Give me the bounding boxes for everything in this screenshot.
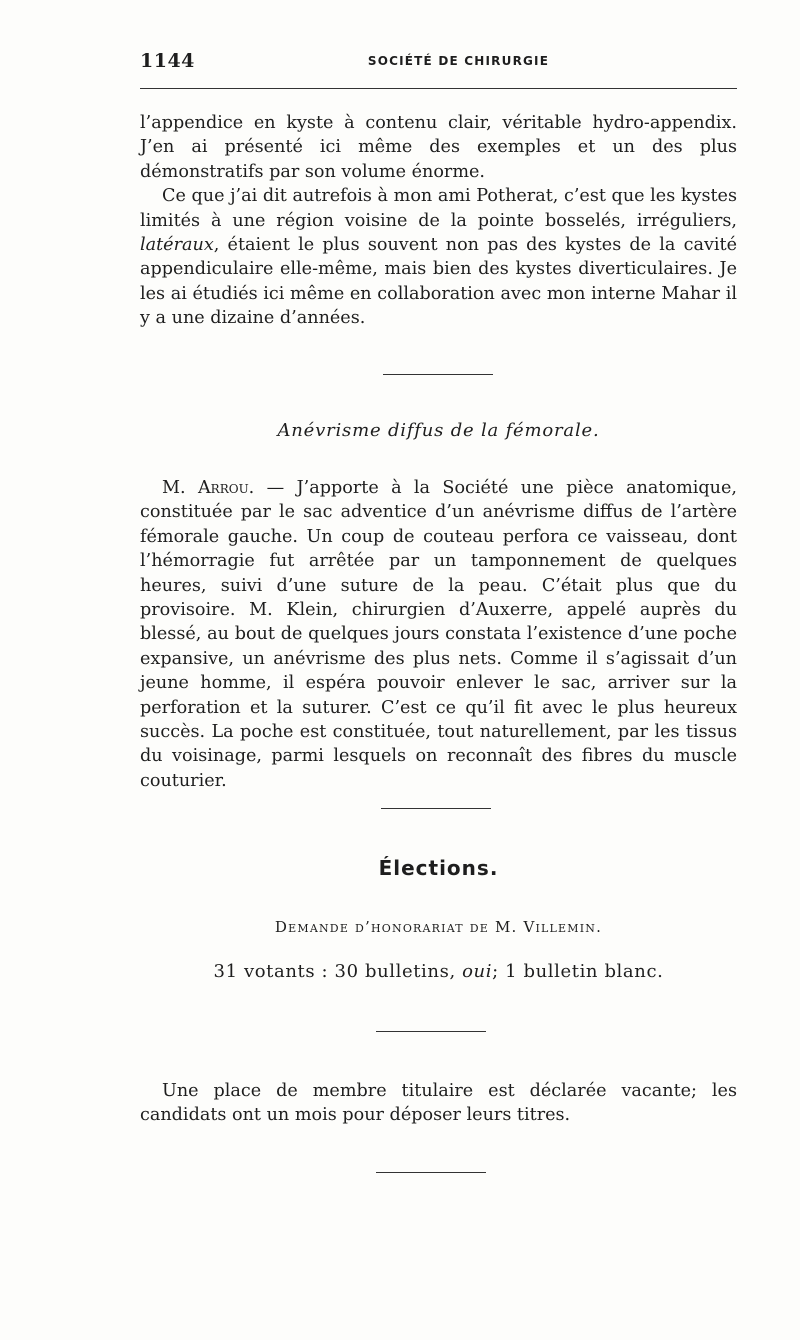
section-title-anevrisme: Anévrisme diffus de la fémorale. (277, 420, 600, 441)
intro-p2-text-b: , étaient le plus souvent non pas des kystes de la cavité appendiculaire elle-même, mais bien des kystes diverticulaires. Je les ai étudiés ici même en collaboration avec mon interne Mahar il y a une dizaine d’années. (140, 235, 737, 329)
page-header (140, 50, 737, 80)
section-title-elections: Élections. (378, 856, 499, 880)
intro-p2-text-a: Ce que j’ai dit autrefois à mon ami Potherat, c’est que les kystes limités à une région voisine de la pointe bosselés, irréguliers, (140, 186, 737, 231)
separator-rule (383, 374, 493, 375)
section1-paragraph (140, 476, 737, 793)
intro-paragraph-2 (140, 184, 737, 330)
intro-paragraph-1 (140, 111, 737, 184)
intro-text (140, 111, 737, 331)
speaker-name: M. Arrou. (162, 478, 255, 498)
vote-emphasis: oui (462, 961, 493, 982)
separator-rule (376, 1031, 486, 1032)
vote-text-a: 31 votants : 30 bulletins, (213, 961, 463, 982)
intro-p2-emphasis: latéraux (140, 235, 214, 256)
notice-paragraph: Une place de membre titulaire est déclarée vacante; les candidats ont un mois pour déposer leurs titres. (140, 1081, 737, 1126)
section-body-anevrisme (140, 476, 737, 793)
page-number: 1144 (140, 50, 195, 72)
vote-text-b: ; 1 bulletin blanc. (492, 961, 664, 982)
header-rule (140, 88, 737, 89)
intro-p1-text: l’appendice en kyste à contenu clair, véritable hydro-appendix. J’en ai présenté ici même des exemples et un des plus démonstratifs par son volume énorme. (140, 113, 737, 182)
running-head: SOCIÉTÉ DE CHIRURGIE (367, 54, 550, 68)
vote-result (140, 961, 737, 982)
notice-text (140, 1079, 737, 1128)
separator-rule (376, 1172, 486, 1173)
section1-text: — J’apporte à la Société une pièce anatomique, constituée par le sac adventice d’un anévrisme diffus de l’artère fémorale gauche. Un coup de couteau perfora ce vaisseau, dont l’hémorragie fut arrêtée par un tamponnement de quelques heures, suivi d’une suture de la peau. C’était plus que du provisoire. M. Klein, chirurgien d’Auxerre, appelé auprès du blessé, au bout de quelques jours constata l’existence d’une poche expansive, un anévrisme des plus nets. Comme il s’agissait d’un jeune homme, il espéra pouvoir enlever le sac, arriver sur la perforation et la suturer. C’est ce qu’il fit avec le plus heureux succès. La poche est constituée, tout naturellement, par les tissus du voisinage, parmi lesquels on reconnaît des fibres du muscle couturier. (140, 478, 737, 791)
separator-rule (381, 808, 491, 809)
section-subtitle-honorariat: Demande d’honorariat de M. Villemin. (274, 918, 603, 936)
